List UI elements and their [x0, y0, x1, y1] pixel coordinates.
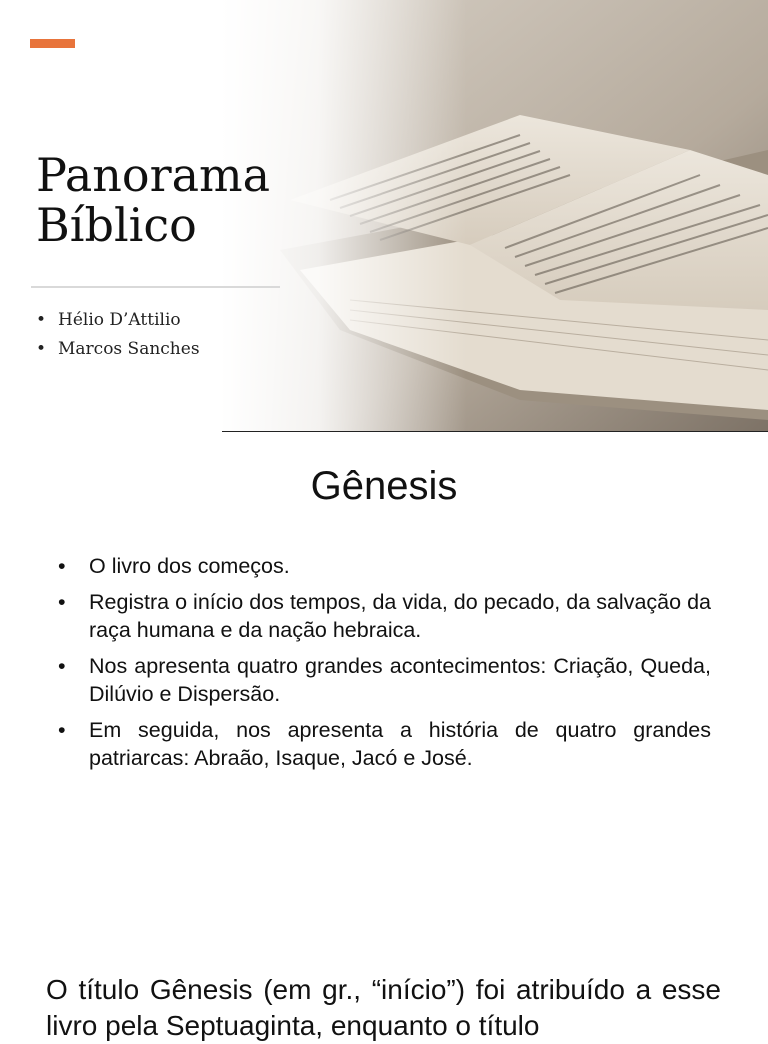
- bullet-item: • Em seguida, nos apresenta a história de quatro grandes patriarcas: Abraão, Isaque, Jacó e José.: [58, 716, 711, 772]
- presentation-title: [36, 150, 270, 250]
- bullet-item: • Nos apresenta quatro grandes acontecimentos: Criação, Queda, Dilúvio e Dispersão.: [58, 652, 711, 708]
- title-divider: [31, 286, 280, 288]
- author-item: • Hélio D’Attilio: [36, 306, 200, 335]
- bible-photo: [220, 0, 768, 432]
- accent-bar: [30, 39, 75, 48]
- title-line-1: Panorama: [36, 148, 271, 202]
- slide-title: Gênesis: [310, 464, 458, 508]
- bullet-list: [58, 552, 711, 780]
- bullet-item: • Registra o início dos tempos, da vida, do pecado, da salvação da raça humana e da nação hebraica.: [58, 588, 711, 644]
- slide-separator: [222, 431, 768, 432]
- author-item: • Marcos Sanches: [36, 335, 200, 364]
- title-slide: [0, 0, 768, 432]
- author-list: [36, 306, 200, 364]
- bullet-item: • O livro dos começos.: [58, 552, 711, 580]
- body-paragraph: O título Gênesis (em gr., “início”) foi atribuído a esse livro pela Septuaginta, enquanto o título: [46, 974, 721, 1041]
- title-line-2: Bíblico: [36, 198, 197, 252]
